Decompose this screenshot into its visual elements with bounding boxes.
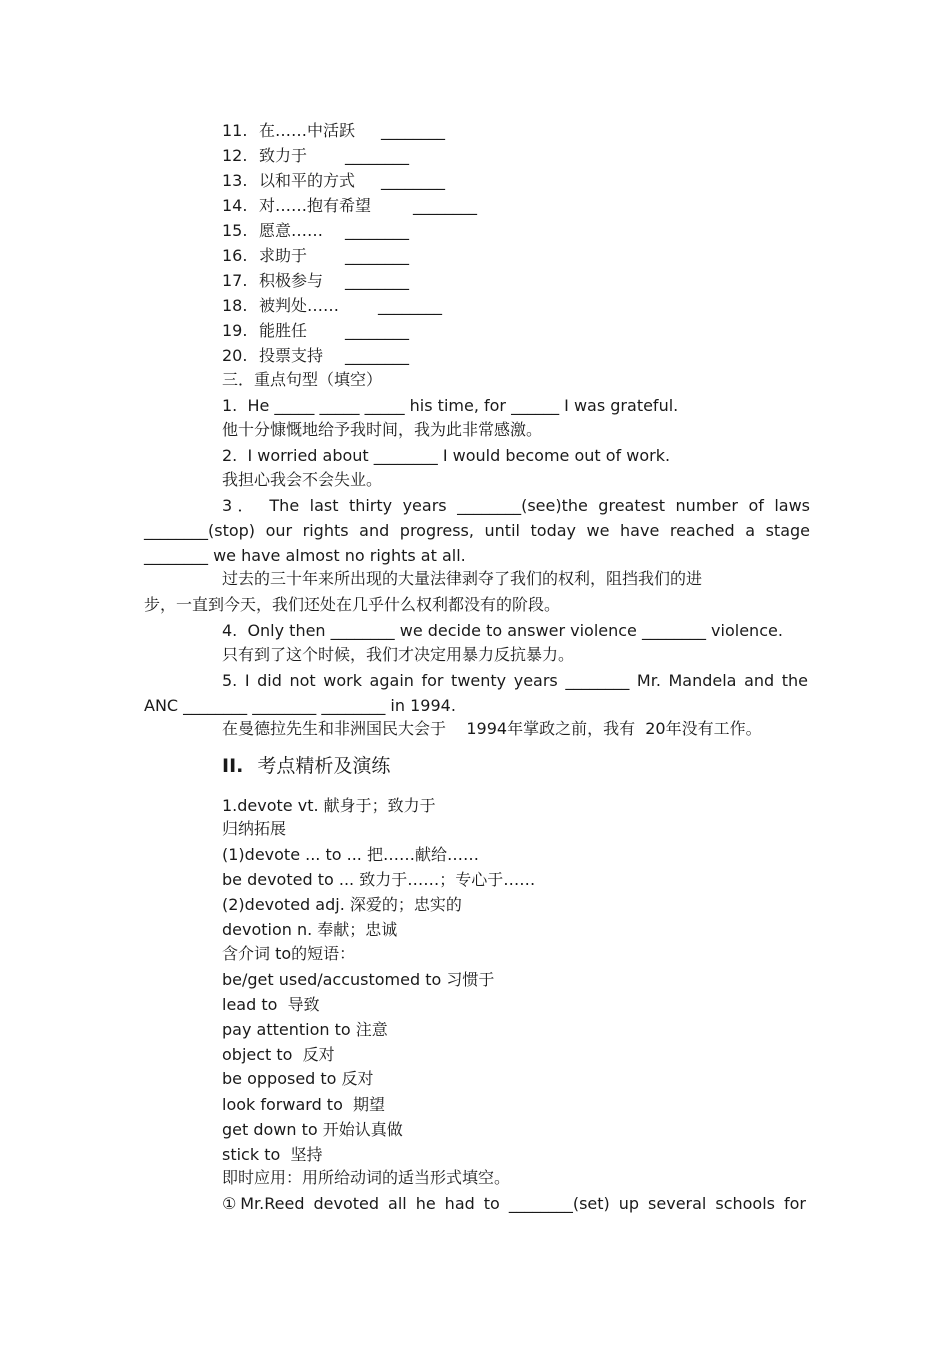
- analysis-line: 1.devote vt. 献身于；致力于: [222, 796, 436, 815]
- analysis-line: lead to 导致: [222, 995, 320, 1014]
- sentence-cn: 在曼德拉先生和非洲国民大会于 1994年掌政之前，我有 20年没有工作。: [222, 719, 762, 738]
- vocab-item: 18. 被判处…… ________: [222, 296, 442, 315]
- section-title: 三．重点句型（填空）: [222, 370, 383, 389]
- analysis-line: be opposed to 反对: [222, 1069, 374, 1088]
- vocab-item: 16. 求助于 ________: [222, 246, 409, 265]
- sentence-en: ________(stop) our rights and progress, until today we have reached a stage: [144, 521, 810, 540]
- vocab-item: 15. 愿意…… ________: [222, 221, 409, 240]
- sentence-en: 3． The last thirty years ________(see)the greatest number of laws: [222, 496, 810, 515]
- sentence-cn: 我担心我会不会失业。: [222, 470, 383, 489]
- analysis-line: stick to 坚持: [222, 1145, 323, 1164]
- vocab-item: 19. 能胜任 ________: [222, 321, 409, 340]
- sentence-cn: 只有到了这个时候，我们才决定用暴力反抗暴力。: [222, 645, 575, 664]
- sentence-cn: 他十分慷慨地给予我时间，我为此非常感激。: [222, 420, 543, 439]
- sentence-en: ANC ________ ________ ________ in 1994.: [144, 696, 456, 715]
- sentence-en: 5. I did not work again for twenty years ________ Mr. Mandela and the: [222, 671, 808, 690]
- analysis-line: 含介词 to的短语：: [222, 944, 356, 963]
- sentence-en: ________ we have almost no rights at all.: [144, 546, 466, 565]
- analysis-line: look forward to 期望: [222, 1095, 386, 1114]
- analysis-line: (2)devoted adj. 深爱的；忠实的: [222, 895, 462, 914]
- sentence-en: 4. Only then ________ we decide to answer violence ________ violence.: [222, 621, 783, 640]
- analysis-line: object to 反对: [222, 1045, 335, 1064]
- answer-blank[interactable]: ________: [345, 271, 409, 290]
- vocab-item: 14. 对……抱有希望 ________: [222, 196, 477, 215]
- answer-blank[interactable]: ________: [345, 146, 409, 165]
- sentence-cn: 步，一直到今天，我们还处在几乎什么权利都没有的阶段。: [144, 595, 561, 614]
- section-heading: [222, 754, 390, 778]
- sentence-cn: 过去的三十年来所出现的大量法律剥夺了我们的权利，阻挡我们的进: [222, 569, 703, 588]
- vocab-item: 11. 在……中活跃 ________: [222, 121, 445, 140]
- vocab-item: 13. 以和平的方式 ________: [222, 171, 445, 190]
- exercise-line: ①Mr.Reed devoted all he had to ________(set) up several schools for: [222, 1194, 806, 1213]
- section-heading-title: 考点精析及演练: [257, 755, 391, 777]
- vocab-item: 12. 致力于 ________: [222, 146, 409, 165]
- analysis-line: be/get used/accustomed to 习惯于: [222, 970, 495, 989]
- section-number: II.: [222, 755, 244, 777]
- sentence-en: 2. I worried about ________ I would become out of work.: [222, 446, 671, 465]
- answer-blank[interactable]: ________: [413, 196, 477, 215]
- sentence-en: 1. He _____ _____ _____ his time, for ______ I was grateful.: [222, 396, 679, 415]
- analysis-line: get down to 开始认真做: [222, 1120, 403, 1139]
- analysis-line: devotion n. 奉献；忠诚: [222, 920, 398, 939]
- answer-blank[interactable]: ________: [381, 171, 445, 190]
- vocab-item: 20. 投票支持 ________: [222, 346, 409, 365]
- answer-blank[interactable]: ________: [345, 221, 409, 240]
- answer-blank[interactable]: ________: [378, 296, 442, 315]
- analysis-line: 即时应用：用所给动词的适当形式填空。: [222, 1168, 511, 1187]
- analysis-line: be devoted to ... 致力于……；专心于……: [222, 870, 536, 889]
- answer-blank[interactable]: ________: [345, 321, 409, 340]
- vocab-item: 17. 积极参与 ________: [222, 271, 409, 290]
- analysis-line: pay attention to 注意: [222, 1020, 388, 1039]
- answer-blank[interactable]: ________: [345, 246, 409, 265]
- analysis-line: 归纳拓展: [222, 819, 287, 838]
- answer-blank[interactable]: ________: [381, 121, 445, 140]
- answer-blank[interactable]: ________: [345, 346, 409, 365]
- analysis-line: (1)devote ... to ... 把……献给……: [222, 845, 479, 864]
